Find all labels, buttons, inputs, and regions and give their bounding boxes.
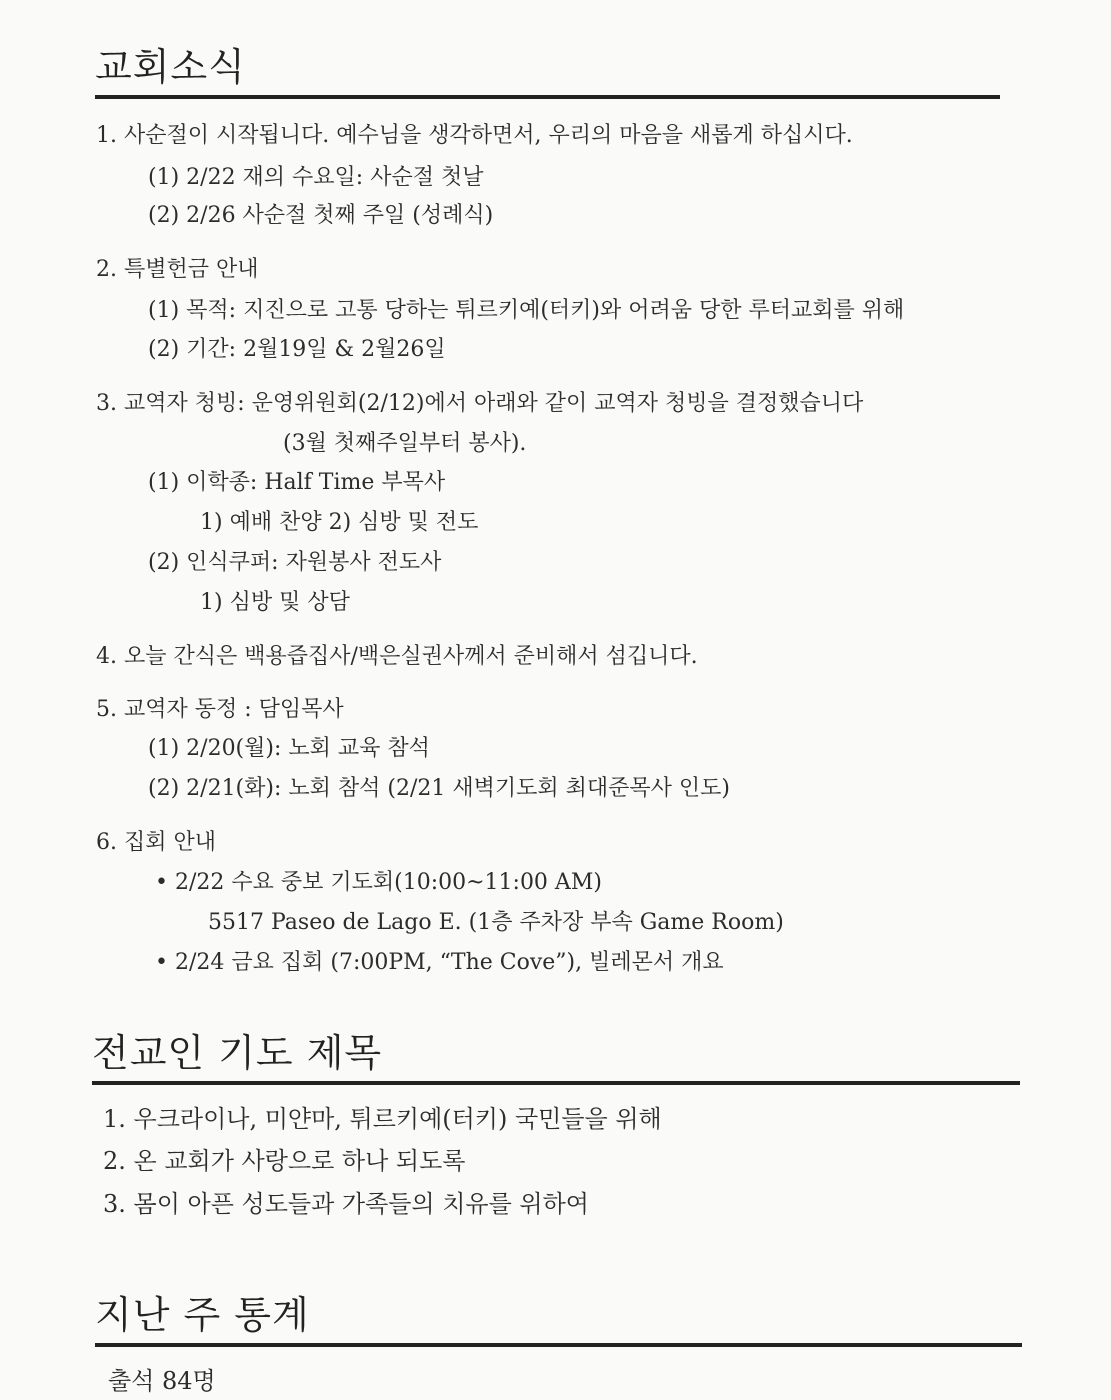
news-item-6-address: 5517 Paseo de Lago E. (1층 주차장 부속 Game Room): [208, 910, 784, 935]
news-item-2-sub-2: (2) 기간: 2월19일 & 2월26일: [148, 337, 446, 362]
news-item-3-sub-2: (2) 인식쿠퍼: 자원봉사 전도사: [148, 550, 442, 575]
news-item-4-title: 4. 오늘 간식은 백용즙집사/백은실권사께서 준비해서 섬깁니다.: [96, 644, 698, 669]
news-item-2-title: 2. 특별헌금 안내: [96, 257, 259, 282]
last-week-stats-heading: 지난 주 통계: [95, 1284, 1022, 1347]
news-item-6-title: 6. 집회 안내: [96, 830, 216, 855]
news-item-3-subsub-1: 1) 예배 찬양 2) 심방 및 전도: [200, 510, 479, 535]
news-item-2-sub-1: (1) 목적: 지진으로 고통 당하는 튀르키예(터키)와 어려움 당한 루터교회를 위해: [148, 298, 905, 323]
news-item-6-bullet-1: • 2/22 수요 중보 기도회(10:00~11:00 AM): [155, 870, 602, 895]
news-item-1-sub-2: (2) 2/26 사순절 첫째 주일 (성례식): [148, 203, 494, 228]
church-news-heading: 교회소식: [95, 36, 1000, 99]
prayer-topics-heading: 전교인 기도 제목: [92, 1022, 1020, 1085]
news-item-1-sub-1: (1) 2/22 재의 수요일: 사순절 첫날: [148, 165, 484, 190]
news-item-5-title: 5. 교역자 동정 : 담임목사: [96, 697, 344, 722]
attendance-count: 출석 84명: [108, 1367, 216, 1395]
news-item-5-sub-1: (1) 2/20(월): 노회 교육 참석: [148, 736, 430, 761]
news-item-5-sub-2: (2) 2/21(화): 노회 참석 (2/21 새벽기도회 최대준목사 인도): [148, 776, 730, 801]
news-item-3-title: 3. 교역자 청빙: 운영위원회(2/12)에서 아래와 같이 교역자 청빙을 결정했습니다: [96, 391, 864, 416]
news-item-1-title: 1. 사순절이 시작됩니다. 예수님을 생각하면서, 우리의 마음을 새롭게 하십시다.: [96, 123, 853, 148]
news-item-3-continuation: (3월 첫째주일부터 봉사).: [283, 431, 527, 456]
news-item-3-sub-1: (1) 이학종: Half Time 부목사: [148, 470, 446, 495]
news-item-3-subsub-2: 1) 심방 및 상담: [200, 590, 350, 615]
news-item-6-bullet-2: • 2/24 금요 집회 (7:00PM, “The Cove”), 빌레몬서 개요: [155, 950, 724, 975]
prayer-item-3: 3. 몸이 아픈 성도들과 가족들의 치유를 위하여: [103, 1190, 589, 1218]
prayer-item-2: 2. 온 교회가 사랑으로 하나 되도록: [103, 1147, 466, 1175]
prayer-item-1: 1. 우크라이나, 미얀마, 튀르키예(터키) 국민들을 위해: [103, 1105, 662, 1133]
